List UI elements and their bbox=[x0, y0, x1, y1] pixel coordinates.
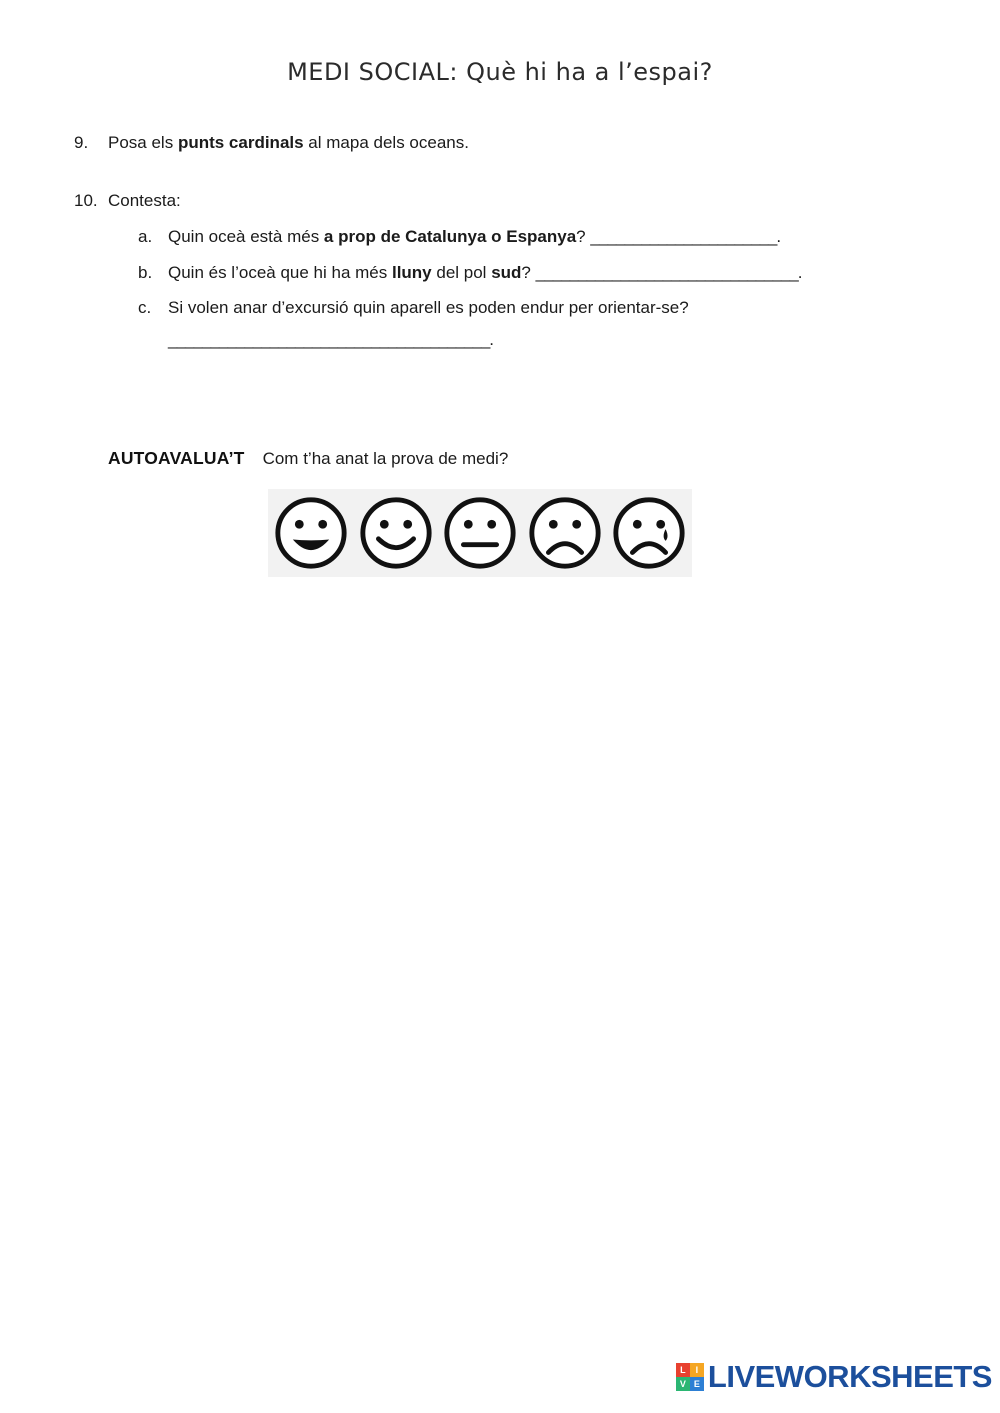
question-9-suffix: al mapa dels oceans. bbox=[303, 133, 469, 152]
mood-scale bbox=[268, 489, 692, 577]
face-neutral-icon[interactable] bbox=[441, 493, 519, 573]
badge-letter-i: I bbox=[690, 1363, 704, 1377]
question-10 bbox=[74, 190, 894, 213]
subquestion-c-letter: c. bbox=[138, 298, 152, 317]
subquestion-b-prefix: Quin és l’oceà que hi ha més bbox=[168, 263, 392, 282]
subquestion-c-answer-line bbox=[168, 330, 978, 350]
face-crying-icon[interactable] bbox=[610, 493, 688, 573]
question-9-body bbox=[108, 132, 894, 155]
question-9-number: 9. bbox=[74, 133, 89, 152]
subquestion-b-answer-blank[interactable]: _______________________________ bbox=[535, 263, 798, 282]
question-10-label: Contesta: bbox=[108, 191, 181, 210]
subquestion-c-end: . bbox=[489, 330, 495, 349]
subquestion-c bbox=[138, 297, 948, 320]
subquestion-a-letter: a. bbox=[138, 227, 153, 246]
subquestion-a bbox=[138, 226, 948, 249]
question-9 bbox=[74, 132, 894, 155]
subquestion-b-middle: del pol bbox=[431, 263, 492, 282]
badge-letter-v: V bbox=[676, 1377, 690, 1391]
subquestion-c-body: Si volen anar d’excursió quin aparell es poden endur per orientar-se? bbox=[168, 298, 689, 317]
subquestion-a-bold: a prop de Catalunya o Espanya bbox=[323, 227, 577, 246]
face-sad-icon[interactable] bbox=[526, 493, 604, 573]
self-assessment-question: Com t’ha anat la prova de medi? bbox=[262, 449, 509, 468]
badge-letter-l: L bbox=[676, 1363, 690, 1377]
subquestion-b-bold2: sud bbox=[491, 263, 522, 282]
subquestion-a-end: . bbox=[776, 227, 782, 246]
question-9-prefix: Posa els bbox=[108, 133, 178, 152]
subquestion-a-body bbox=[168, 226, 948, 249]
self-assessment-label: AUTOAVALUA’T bbox=[108, 448, 245, 468]
liveworksheets-wordmark: LIVEWORKSHEETS bbox=[707, 1359, 992, 1394]
subquestion-b bbox=[138, 262, 948, 285]
subquestion-b-suffix: ? bbox=[521, 263, 536, 282]
badge-letter-e: E bbox=[690, 1377, 704, 1391]
subquestion-a-answer-blank[interactable]: ______________________ bbox=[590, 227, 777, 246]
liveworksheets-logo bbox=[676, 1359, 992, 1395]
subquestion-c-answer-blank[interactable]: ______________________________________ bbox=[168, 330, 490, 349]
subquestion-a-prefix: Quin oceà està més bbox=[168, 227, 324, 246]
subquestion-b-end: . bbox=[797, 263, 803, 282]
live-badge-icon bbox=[676, 1363, 704, 1391]
subquestion-b-letter: b. bbox=[138, 263, 153, 282]
self-assessment-row bbox=[108, 448, 508, 469]
face-happy-icon[interactable] bbox=[357, 493, 435, 573]
question-9-bold: punts cardinals bbox=[177, 133, 304, 152]
page-title: MEDI SOCIAL: Què hi ha a l’espai? bbox=[287, 58, 713, 86]
question-10-number: 10. bbox=[74, 191, 98, 210]
subquestion-b-body bbox=[168, 262, 948, 285]
subquestion-a-suffix: ? bbox=[576, 227, 591, 246]
subquestion-b-bold: lluny bbox=[391, 263, 432, 282]
face-very-happy-icon[interactable] bbox=[272, 493, 350, 573]
